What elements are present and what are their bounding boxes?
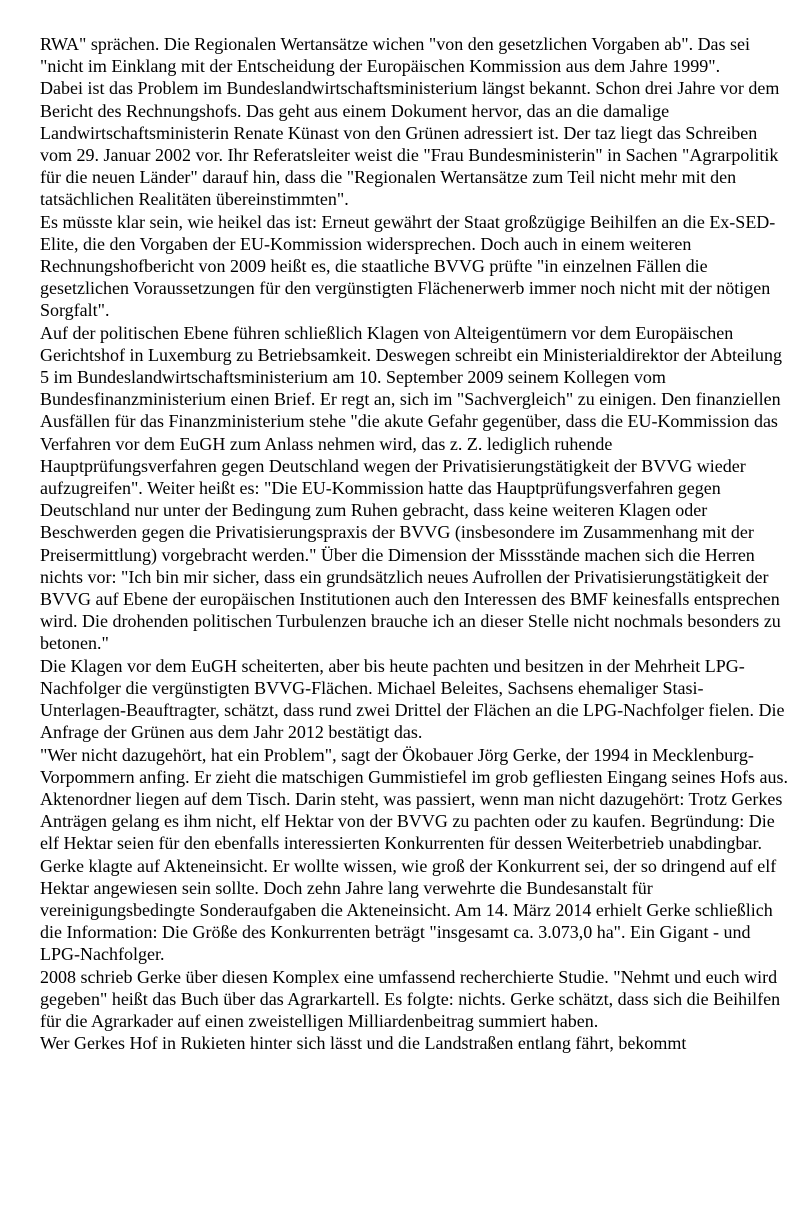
paragraph: Die Klagen vor dem EuGH scheiterten, aber bis heute pachten und besitzen in der Mehrheit LPG-Nachfolger die vergünstigten BVVG-Flächen. Michael Beleites, Sachsens ehemaliger Stasi-Unterlagen-Beauftragter, schätzt, dass rund zwei Drittel der Flächen an die LPG-Nachfolger fielen. Die Anfrage der Grünen aus dem Jahr 2012 bestätigt das. (40, 655, 785, 743)
paragraph: RWA" sprächen. Die Regionalen Wertansätze wichen "von den gesetzlichen Vorgaben ab". Das sei "nicht im Einklang mit der Entscheidung der Europäischen Kommission aus dem Jahre 1999". (40, 34, 751, 77)
article-text (40, 33, 788, 1054)
paragraph: 2008 schrieb Gerke über diesen Komplex eine umfassend recherchierte Studie. "Nehmt und euch wird gegeben" heißt das Buch über das Agrarkartell. Es folgte: nichts. Gerke schätzt, dass sich die Beihilfen für die Agrarkader auf einen zweistelligen Milliardenbeitrag summiert haben. (40, 966, 781, 1031)
paragraph: Es müsste klar sein, wie heikel das ist: Erneut gewährt der Staat großzügige Beihilfen an die Ex-SED-Elite, die den Vorgaben der EU-Kommission widersprechen. Doch auch in einem weiteren Rechnungshofbericht von 2009 heißt es, die staatliche BVVG prüfte "in einzelnen Fällen die gesetzlichen Voraussetzungen für den vergünstigten Flächenerwerb immer noch nicht mit der nötigen Sorgfalt". (40, 211, 776, 321)
paragraph: Auf der politischen Ebene führen schließlich Klagen von Alteigentümern vor dem Europäischen Gerichtshof in Luxemburg zu Betriebsamkeit. Deswegen schreibt ein Ministerialdirektor der Abteilung 5 im Bundeslandwirtschaftsministerium am 10. September 2009 seinem Kollegen vom Bundesfinanzministerium einen Brief. Er regt an, sich im "Sachvergleich" zu einigen. Den finanziellen Ausfällen für das Finanzministerium stehe "die akute Gefahr gegenüber, dass die EU-Kommission das Verfahren vor dem EuGH zum Anlass nehmen wird, das z. Z. lediglich ruhende Hauptprüfungsverfahren gegen Deutschland wegen der Privatisierungstätigkeit der BVVG wieder aufzugreifen". Weiter heißt es: "Die EU-Kommission hatte das Hauptprüfungsverfahren gegen Deutschland nur unter der Bedingung zum Ruhen gebracht, dass keine weiteren Klagen oder Beschwerden gegen die Privatisierungspraxis der BVVG (insbesondere im Zusammenhang mit der Preisermittlung) vorgebracht werden." Über die Dimension der Missstände machen sich die Herren nichts vor: "Ich bin mir sicher, dass ein grundsätzlich neues Aufrollen der Privatisierungstätigkeit der BVVG auf Ebene der europäischen Institutionen auch den Interessen des BMF keinesfalls entsprechen wird. Die drohenden politischen Turbulenzen brauche ich an dieser Stelle nicht nochmals besonders zu betonen." (40, 322, 782, 654)
paragraph: Aktenordner liegen auf dem Tisch. Darin steht, was passiert, wenn man nicht dazugehört: Trotz Gerkes Anträgen gelang es ihm nicht, elf Hektar von der BVVG zu pachten oder zu kaufen. Begründung: Die elf Hektar seien für den ebenfalls interessierten Konkurrenten für dessen Weiterbetrieb unabdingbar. Gerke klagte auf Akteneinsicht. Er wollte wissen, wie groß der Konkurrent sei, der so dringend auf elf Hektar angewiesen sein sollte. Doch zehn Jahre lang verwehrte die Bundesanstalt für vereinigungsbedingte Sonderaufgaben die Akteneinsicht. Am 14. März 2014 erhielt Gerke schließlich die Information: Die Größe des Konkurrenten beträgt "insgesamt ca. 3.073,0 ha". Ein Gigant - und LPG-Nachfolger. (40, 788, 783, 965)
paragraph: "Wer nicht dazugehört, hat ein Problem", sagt der Ökobauer Jörg Gerke, der 1994 in Mecklenburg-Vorpommern anfing. Er zieht die matschigen Gummistiefel im grob gefliesten Eingang seines Hofs aus. (40, 744, 788, 787)
paragraph: Wer Gerkes Hof in Rukieten hinter sich lässt und die Landstraßen entlang fährt, bekommt (40, 1033, 687, 1054)
paragraph: Dabei ist das Problem im Bundeslandwirtschaftsministerium längst bekannt. Schon drei Jahre vor dem Bericht des Rechnungshofs. Das geht aus einem Dokument hervor, das an die damalige Landwirtschaftsministerin Renate Künast von den Grünen adressiert ist. Der taz liegt das Schreiben vom 29. Januar 2002 vor. Ihr Referatsleiter weist die "Frau Bundesministerin" in Sachen "Agrarpolitik für die neuen Länder" darauf hin, dass die "Regionalen Wertansätze zum Teil nicht mehr mit den tatsächlichen Realitäten übereinstimmten". (40, 78, 780, 210)
